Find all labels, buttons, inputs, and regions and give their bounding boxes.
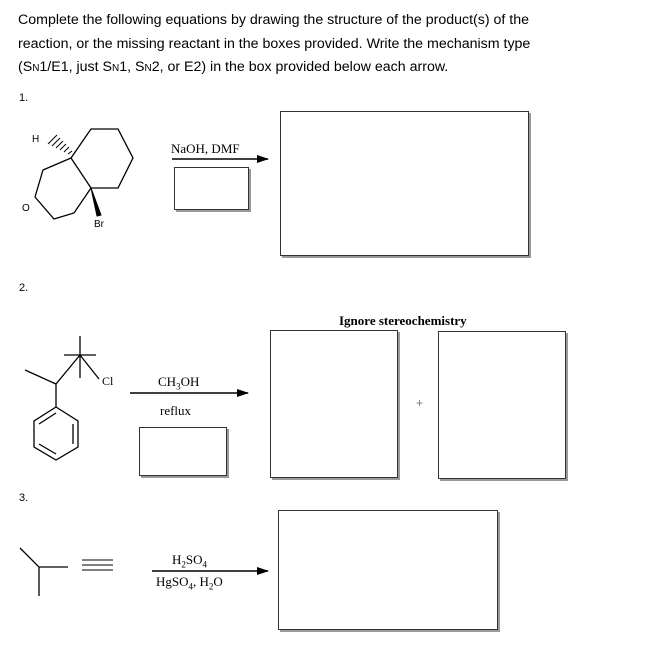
q1-hashed-wedge: [48, 135, 72, 154]
q1-br-label: Br: [94, 219, 104, 230]
q3-reagent-bottom: HgSO$_4$, $H_2O$: [156, 574, 223, 592]
instructions-line-3: (SN1/E1, just SN1, SN2, or E2) in the box provided below each arrow.: [18, 59, 449, 75]
question-3-number: 3.: [19, 492, 29, 504]
q2-mechanism-box[interactable]: [139, 427, 227, 476]
q2-plus-sign: +: [416, 396, 424, 410]
q2-reagent-bottom: reflux: [160, 403, 192, 418]
q1-reagent: NaOH, DMF: [171, 141, 240, 156]
q1-h-label: H: [32, 134, 40, 145]
q3-reactant-structure: [20, 548, 113, 596]
question-2-number: 2.: [19, 282, 29, 294]
q2-product-box-1[interactable]: [270, 330, 398, 478]
q2-product-box-2[interactable]: [438, 331, 566, 479]
q3-product-box[interactable]: [278, 510, 498, 630]
question-1-number: 1.: [19, 92, 29, 104]
q1-o-label: O: [22, 203, 30, 214]
q2-benzene-ring: [34, 407, 78, 460]
q2-hint: Ignore stereochemistry: [339, 313, 467, 328]
q2-cl-label: Cl: [102, 374, 114, 388]
q1-reactant-structure: [35, 129, 133, 219]
q1-bold-wedge: [91, 188, 101, 216]
q1-tetrahydrofuran-ring: [35, 158, 91, 219]
q1-product-box[interactable]: [280, 111, 529, 256]
q2-reagent-top: $CH_3OH$: [158, 374, 200, 392]
instructions-line-2: reaction, or the missing reactant in the boxes provided. Write the mechanism type: [18, 35, 531, 52]
q1-mechanism-box[interactable]: [174, 167, 249, 210]
q3-reagent-top: $H_2SO_4$: [172, 552, 208, 570]
q1-cyclohexane-ring: [71, 129, 133, 188]
instructions-line-1: Complete the following equations by drawing the structure of the product(s) of the: [18, 12, 530, 28]
q2-reactant-structure: [25, 336, 99, 460]
